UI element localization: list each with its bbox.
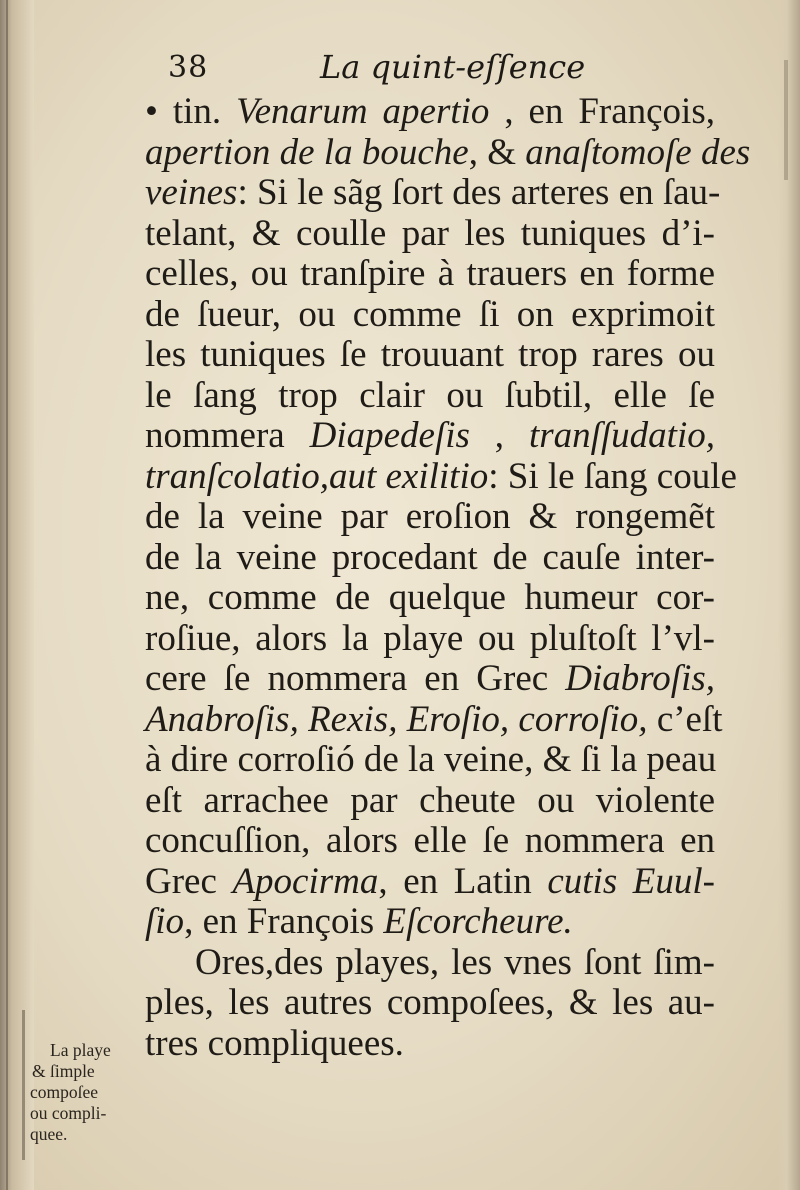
italic-text: tranſcolatio,aut exilitio [145,455,489,497]
page-header [160,48,600,92]
text-line [145,92,715,133]
marginal-note-line: La playe [50,1040,111,1060]
text-run: ples, les autres compoſees, & les au- [145,982,715,1023]
text-line [145,1024,715,1065]
text-run: ne, comme de quelque humeur cor- [145,577,715,618]
text-run: tres compliquees. [145,1022,404,1064]
text-line [145,983,715,1024]
text-line [145,578,715,619]
text-line [145,416,715,457]
text-run: , en François [184,901,384,942]
text-line [145,455,737,498]
text-run: de la veine par eroſion & rongemẽt [145,496,715,537]
left-page-edge [0,0,34,1190]
right-page-edge [778,0,800,1190]
italic-text: Diapedeſis [309,415,470,456]
marginal-note [30,1040,158,1145]
text-line [145,335,715,376]
italic-text: Venarum apertio [236,91,490,132]
text-line [145,295,715,336]
text-run: , en Latin [378,860,548,902]
text-line [145,619,715,660]
text-run: de ſueur, ou comme ſi on exprimoit [145,293,715,335]
text-line [145,172,721,214]
text-line [145,698,723,741]
text-run: les tuniques ſe trouuant trop rares ou [145,334,715,375]
text-run: à dire corroſió de la veine, & ſi la peau [145,739,717,780]
italic-text: veines [145,172,238,213]
text-run: de la veine procedant de cauſe inter- [145,536,715,578]
italic-text: ſio [145,901,185,942]
text-line [145,781,715,822]
text-run: , [469,415,529,456]
text-run: eſt arrachee par cheute ou violente [145,779,715,821]
text-line [145,943,715,984]
text-run: : Si le ſang coule [488,455,737,497]
text-run: cere ſe nommera en Grec [145,658,566,699]
italic-text: anaſtomoſe des [525,131,751,173]
running-title: La quint-eſſence [320,48,586,86]
text-run: nommera [145,415,310,456]
text-line [145,902,715,943]
text-run: , & [468,131,526,173]
text-run: telant, & coulle par les tuniques d’i- [145,212,715,254]
italic-text: Apocirma [232,860,379,902]
text-line [145,131,751,174]
italic-text: Eſcorcheure. [383,901,573,942]
marginal-note-line: & ſimple [32,1061,95,1081]
marginal-note-line: ou compli- [30,1103,107,1123]
italic-text: tranſſudatio, [528,415,715,456]
text-line [145,740,715,781]
text-line [145,821,715,862]
text-run: • tin. [145,91,237,132]
text-run: roſiue, alors la playe ou pluſtoſt l’vl- [145,617,715,659]
marginal-note-line: compoſee [30,1082,99,1102]
page-number: 38 [168,50,209,85]
italic-text: cutis Euul- [547,860,715,902]
text-run: concuſſion, alors elle ſe nommera en [145,820,715,861]
italic-text: Anabroſis, Rexis, Eroſio, corroſio, [145,698,648,740]
text-run: le ſang trop clair ou ſubtil, elle ſe [145,374,715,416]
text-run: c’eſt [647,698,723,740]
text-line [145,376,715,417]
text-line [145,254,715,295]
italic-text: apertion de la bouche [145,131,469,173]
text-run: celles, ou tranſpire à trauers en forme [145,253,715,294]
text-line [145,214,715,255]
text-line [145,497,715,538]
text-line [145,862,715,903]
marginal-note-line: quee. [30,1124,68,1144]
italic-text: Diabroſis, [565,658,715,699]
text-run: : Si le sãg ſort des arteres en ſau- [237,172,721,213]
text-run: Grec [145,860,233,902]
text-run: , en François, [489,91,715,132]
text-line [145,659,715,700]
text-line [145,538,715,579]
body-text [145,91,751,1064]
text-run: Ores,des playes, les vnes ſont ſim- [195,941,715,983]
